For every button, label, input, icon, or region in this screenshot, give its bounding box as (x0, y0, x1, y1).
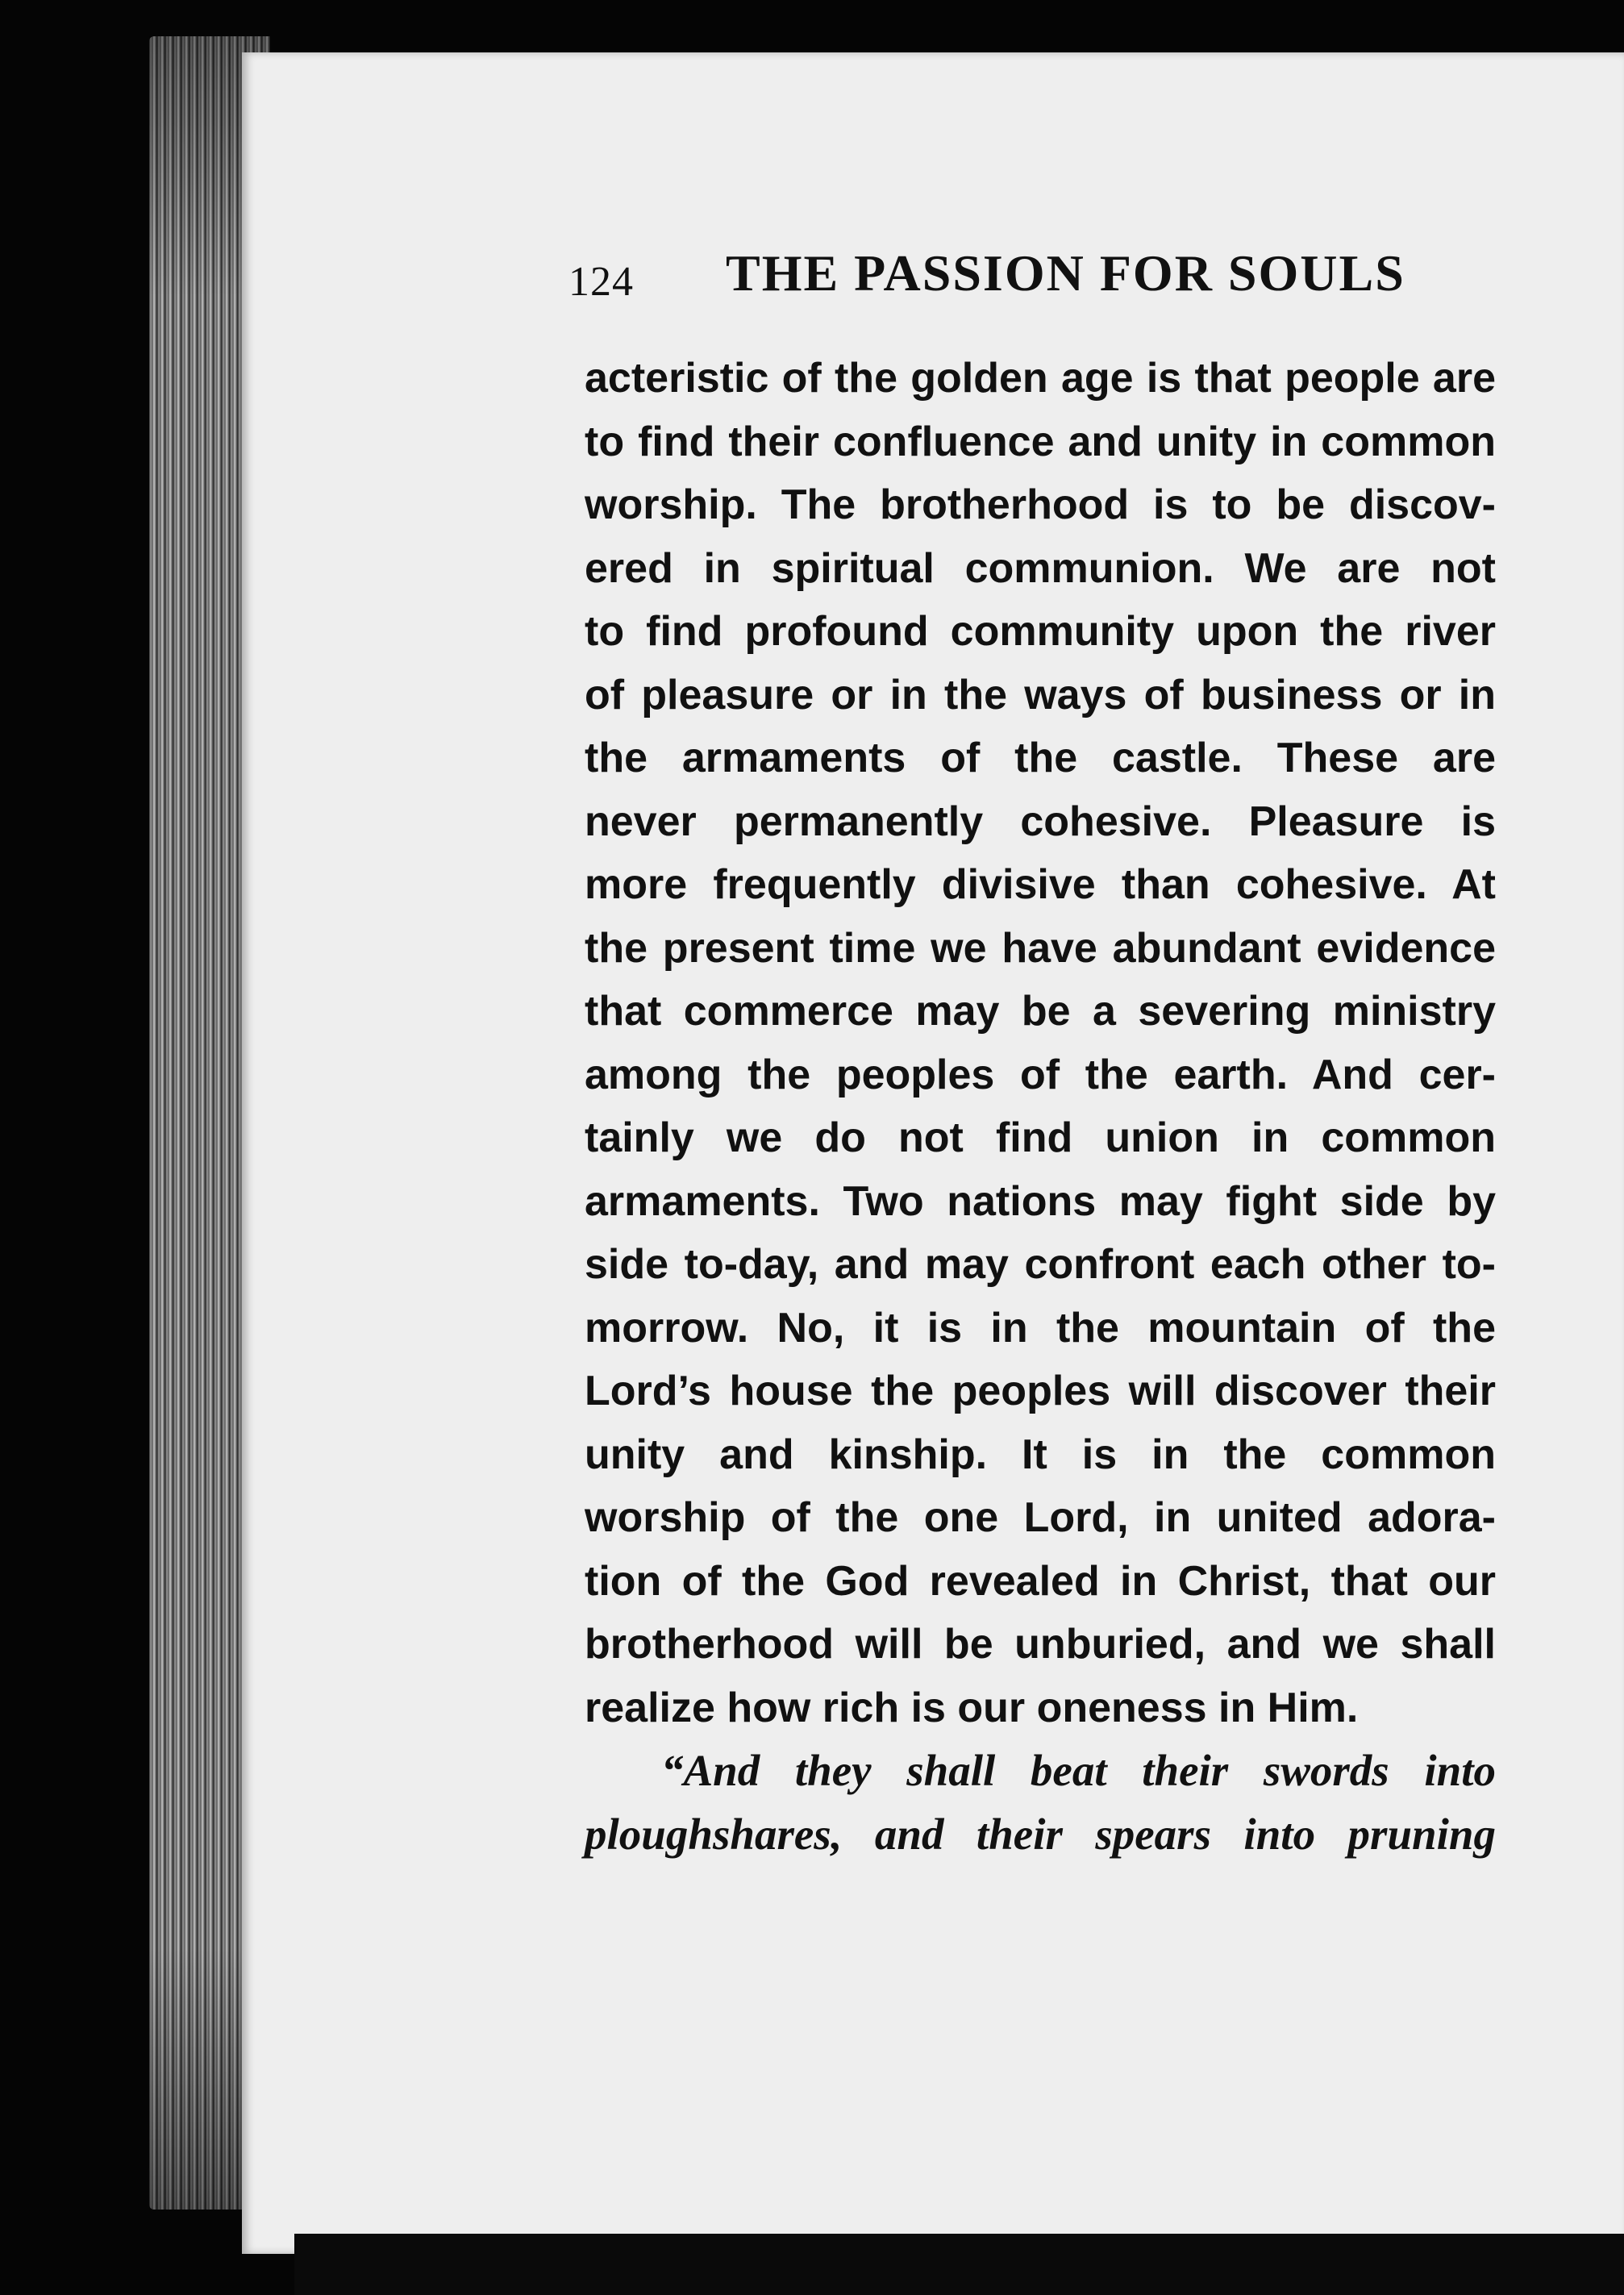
text-line: worship. The brotherhood is to be discov- (585, 481, 1496, 528)
page-header (568, 244, 1407, 316)
text-line: realize how rich is our oneness in Him. (585, 1684, 1359, 1731)
page-shadow-bottom (294, 2234, 1624, 2295)
text-line: ered in spiritual communion. We are not (585, 544, 1496, 592)
text-line: worship of the one Lord, in united adora- (585, 1494, 1496, 1541)
text-line: side to-day, and may confront each other to- (585, 1241, 1496, 1288)
body-text (585, 347, 1496, 1866)
text-line: to find profound community upon the river (585, 608, 1496, 655)
text-line: Lord’s house the peoples will discover their (585, 1368, 1496, 1414)
page-number: 124 (568, 259, 634, 305)
text-line: that commerce may be a severing ministry (585, 988, 1496, 1035)
text-line: among the peoples of the earth. And cer- (585, 1051, 1496, 1098)
text-line: to find their confluence and unity in common (585, 418, 1496, 465)
text-line: armaments. Two nations may fight side by (585, 1177, 1496, 1225)
text-line: unity and kinship. It is in the common (585, 1431, 1496, 1478)
text-line: the armaments of the castle. These are (585, 735, 1496, 781)
text-line: morrow. No, it is in the mountain of the (585, 1304, 1496, 1352)
text-line: the present time we have abundant evidence (585, 924, 1496, 972)
text-line: acteristic of the golden age is that people are (585, 355, 1496, 402)
quote-line: ploughshares, and their spears into pruning (585, 1809, 1496, 1859)
text-line: never permanently cohesive. Pleasure is (585, 798, 1496, 845)
text-line: brotherhood will be unburied, and we shall (585, 1621, 1496, 1668)
text-line: tion of the God revealed in Christ, that our (585, 1557, 1496, 1605)
text-line: tainly we do not find union in common (585, 1114, 1496, 1161)
text-line: more frequently divisive than cohesive. At (585, 861, 1496, 908)
quote-line: “And they shall beat their swords into (661, 1746, 1496, 1795)
running-title: THE PASSION FOR SOULS (726, 244, 1405, 302)
text-line: of pleasure or in the ways of business or in (585, 671, 1496, 718)
